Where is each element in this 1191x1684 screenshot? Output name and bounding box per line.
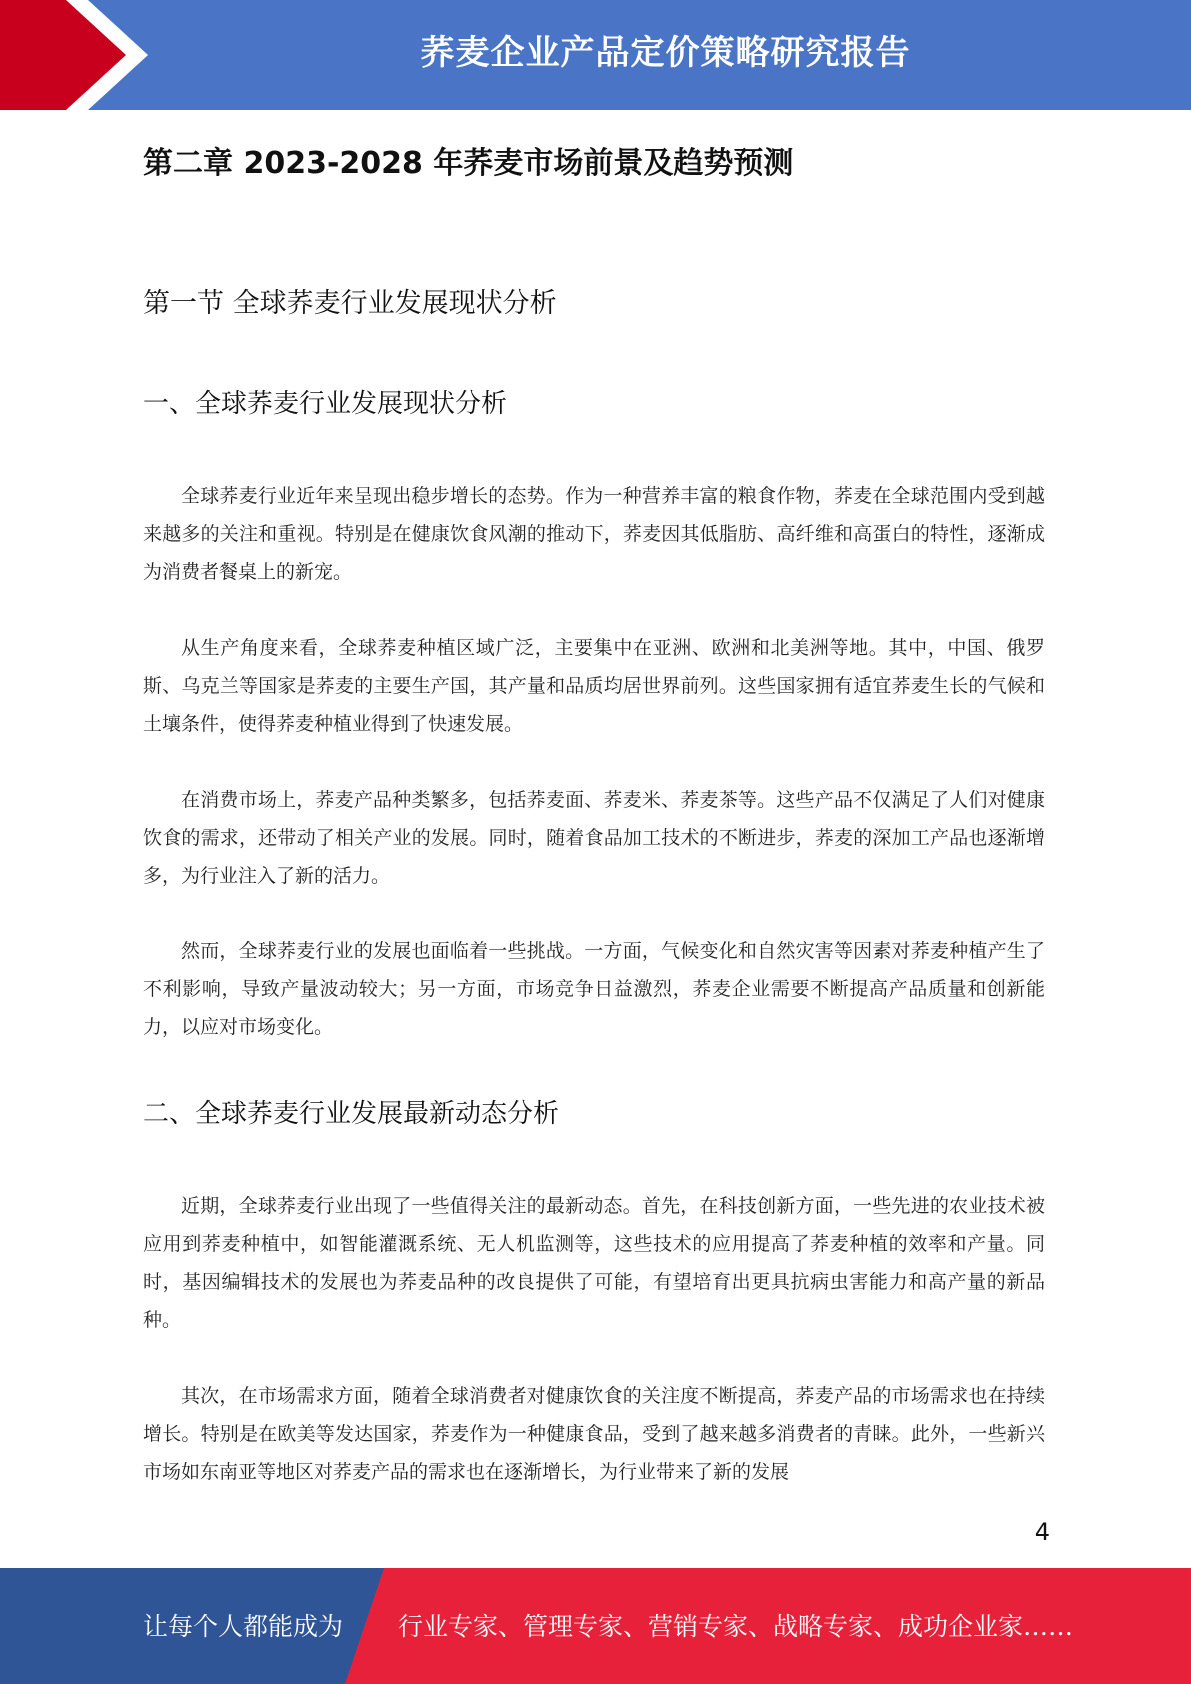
- paragraph: 在消费市场上，荞麦产品种类繁多，包括荞麦面、荞麦米、荞麦茶等。这些产品不仅满足了人们对健康饮食的需求，还带动了相关产业的发展。同时，随着食品加工技术的不断进步，荞麦的深加工产品也逐渐增多，为行业注入了新的活力。: [143, 789, 1045, 887]
- report-title: 荞麦企业产品定价策略研究报告: [420, 33, 911, 73]
- paragraph: 近期，全球荞麦行业出现了一些值得关注的最新动态。首先，在科技创新方面，一些先进的农业技术被应用到荞麦种植中，如智能灌溉系统、无人机监测等，这些技术的应用提高了荞麦种植的效率和产量。同时，基因编辑技术的发展也为荞麦品种的改良提供了可能，有望培育出更具抗病虫害能力和高产量的新品种。: [143, 1195, 1045, 1331]
- subsection-title: 一、全球荞麦行业发展现状分析: [143, 389, 508, 419]
- paragraph: 全球荞麦行业近年来呈现出稳步增长的态势。作为一种营养丰富的粮食作物，荞麦在全球范围内受到越来越多的关注和重视。特别是在健康饮食风潮的推动下，荞麦因其低脂肪、高纤维和高蛋白的特性，逐渐成为消费者餐桌上的新宠。: [143, 485, 1045, 583]
- paragraph: 其次，在市场需求方面，随着全球消费者对健康饮食的关注度不断提高，荞麦产品的市场需求也在持续增长。特别是在欧美等发达国家，荞麦作为一种健康食品，受到了越来越多消费者的青睐。此外，一些新兴市场如东南亚等地区对荞麦产品的需求也在逐渐增长，为行业带来了新的发展: [143, 1385, 1045, 1483]
- page-number: 4: [1034, 1518, 1050, 1546]
- page-footer: [0, 1568, 1191, 1684]
- paragraph: 从生产角度来看，全球荞麦种植区域广泛，主要集中在亚洲、欧洲和北美洲等地。其中，中国、俄罗斯、乌克兰等国家是荞麦的主要生产国，其产量和品质均居世界前列。这些国家拥有适宜荞麦生长的气候和土壤条件，使得荞麦种植业得到了快速发展。: [143, 637, 1045, 735]
- paragraph: 然而，全球荞麦行业的发展也面临着一些挑战。一方面，气候变化和自然灾害等因素对荞麦种植产生了不利影响，导致产量波动较大；另一方面，市场竞争日益激烈，荞麦企业需要不断提高产品质量和创新能力，以应对市场变化。: [143, 940, 1045, 1038]
- header-arrow-decoration: [0, 0, 160, 110]
- page-header: [0, 0, 1191, 110]
- section-title: 第一节 全球荞麦行业发展现状分析: [143, 288, 557, 319]
- subsection-title: 二、全球荞麦行业发展最新动态分析: [143, 1099, 560, 1129]
- footer-slogan-left: 让每个人都能成为: [143, 1612, 344, 1641]
- chapter-title: 第二章 2023-2028 年荞麦市场前景及趋势预测: [143, 146, 794, 181]
- footer-slogan-right: 行业专家、管理专家、营销专家、战略专家、成功企业家……: [398, 1612, 1074, 1641]
